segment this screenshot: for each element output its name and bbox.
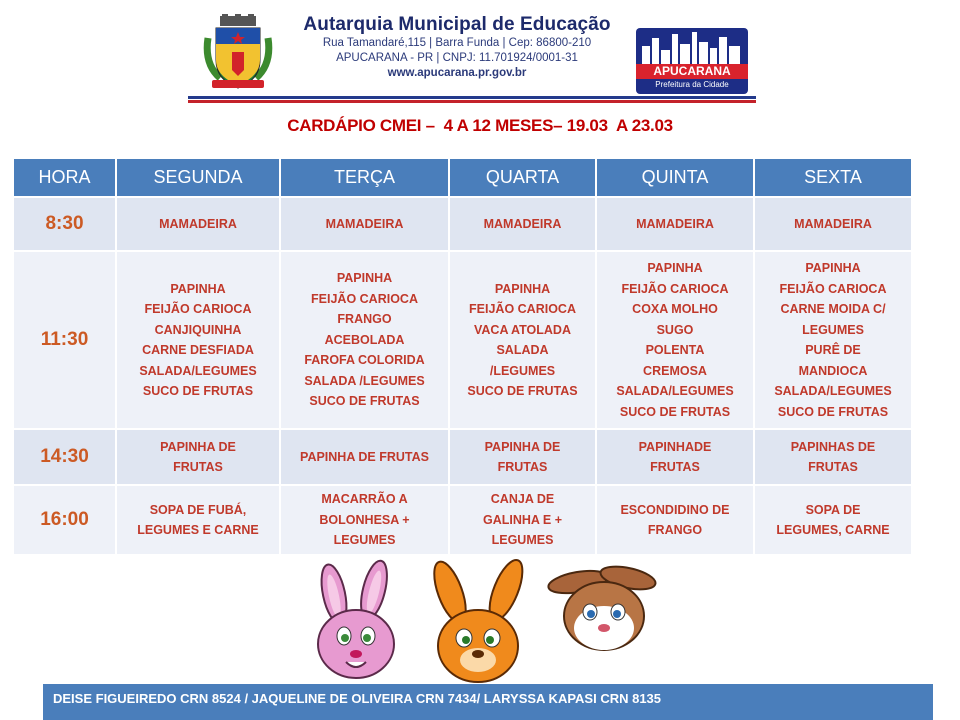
meal-item: PAPINHA (336, 271, 393, 286)
meal-cell (754, 197, 912, 251)
meal-item: ESCONDIDINO DE (620, 502, 730, 517)
meal-cell (596, 485, 754, 555)
table-row (13, 197, 912, 251)
institution-header (188, 10, 756, 104)
meal-item: SALADA (496, 343, 549, 357)
meal-item: SALADA /LEGUMES (304, 373, 425, 388)
meal-cell (116, 429, 280, 485)
meal-item: FRANGO (337, 312, 392, 327)
hour-cell: 11:30 (13, 251, 116, 429)
meal-item: MAMADEIRA (794, 216, 872, 231)
meal-item: CANJIQUINHA (154, 322, 242, 337)
meal-item: PAPINHA DE (160, 439, 236, 454)
meal-item: LEGUMES, CARNE (776, 523, 890, 537)
meal-item: MAMADEIRA (159, 216, 237, 231)
meal-cell (116, 485, 280, 555)
meal-item: CANJA DE (490, 492, 555, 507)
header-text-block (292, 14, 622, 81)
meal-item: FRUTAS (173, 460, 223, 474)
meal-item: PAPINHA (494, 281, 551, 296)
meal-item: FEIJÃO CARIOCA (311, 291, 418, 306)
column-header-terca: TERÇA (280, 158, 449, 197)
meal-item: MAMADEIRA (636, 216, 714, 231)
meal-item: SUCO DE FRUTAS (777, 404, 889, 419)
pink-bunny-icon (317, 558, 394, 678)
meal-item: SALADA/LEGUMES (616, 384, 734, 398)
meal-item: FRUTAS (497, 460, 548, 474)
column-header-hora: HORA (13, 158, 116, 197)
menu-title: CARDÁPIO CMEI – 4 A 12 MESES– 19.03 A 23.03 (287, 116, 673, 135)
meal-item: SUCO DE FRUTAS (142, 384, 254, 398)
meal-item: MANDIOCA (798, 363, 868, 378)
meal-item: LEGUMES (802, 322, 864, 337)
org-name: Autarquia Municipal de Educação (303, 14, 611, 35)
meal-item: PAPINHA DE (484, 439, 561, 454)
nutritionists-names: DEISE FIGUEIREDO CRN 8524 / JAQUELINE DE OLIVEIRA CRN 7434/ LARYSSA KAPASI CRN 8135 (53, 691, 662, 706)
meal-item: PAPINHA (647, 261, 703, 275)
meal-item: PURÊ DE (805, 343, 861, 357)
city-cnpj-line: APUCARANA - PR | CNPJ: 11.701924/0001-31 (336, 52, 578, 64)
city-logo-subtitle: Prefeitura da Cidade (655, 80, 729, 89)
meal-item: FRUTAS (808, 460, 858, 474)
meal-item: PAPINHA (805, 261, 861, 275)
hour-cell: 14:30 (13, 429, 116, 485)
meal-cell (449, 197, 596, 251)
meal-item: FEIJÃO CARIOCA (779, 281, 887, 296)
meal-item: FEIJÃO CARIOCA (469, 302, 576, 316)
meal-item: CARNE MOIDA C/ (780, 302, 886, 316)
brown-bunny-icon (547, 562, 658, 650)
meal-cell (116, 197, 280, 251)
meal-item: CREMOSA (643, 363, 707, 378)
meal-item: PAPINHAS DE (790, 439, 876, 454)
meal-item: FRUTAS (650, 460, 700, 474)
meal-cell (449, 251, 596, 429)
meal-item: SUCO DE FRUTAS (619, 404, 731, 419)
meal-cell (280, 429, 449, 485)
meal-cell (754, 485, 912, 555)
hour-cell: 16:00 (13, 485, 116, 555)
meal-cell (280, 251, 449, 429)
city-skyline-icon (636, 28, 748, 66)
table-header-row (13, 158, 912, 197)
meal-item: MACARRÃO A (321, 492, 408, 507)
meal-item: PAPINHA DE FRUTAS (300, 449, 429, 464)
header-divider-blue (188, 96, 756, 99)
meal-cell (596, 251, 754, 429)
meal-item: FEIJÃO CARIOCA (144, 302, 252, 316)
meal-item: CARNE DESFIADA (142, 343, 254, 357)
column-header-quarta: QUARTA (449, 158, 596, 197)
meal-item: SALADA/LEGUMES (139, 363, 257, 378)
meal-item: ACEBOLADA (324, 332, 405, 347)
orange-bunny-icon (428, 556, 529, 682)
meal-item: SUCO DE FRUTAS (309, 394, 420, 409)
table-row (13, 429, 912, 485)
meal-item: BOLONHESA + (319, 512, 410, 527)
meal-cell (596, 429, 754, 485)
meal-cell (596, 197, 754, 251)
meal-item: FEIJÃO CARIOCA (621, 281, 729, 296)
column-header-sexta: SEXTA (754, 158, 912, 197)
meal-item: PAPINHADE (638, 439, 712, 454)
meal-item: VACA ATOLADA (474, 322, 571, 337)
meal-item: FAROFA COLORIDA (304, 353, 425, 368)
nutritionists-footer (40, 684, 933, 720)
column-header-quinta: QUINTA (596, 158, 754, 197)
meal-item: SUGO (656, 322, 694, 337)
table-row (13, 251, 912, 429)
meal-item: SOPA DE (805, 502, 861, 517)
meal-cell (754, 251, 912, 429)
meal-item: SUCO DE FRUTAS (467, 384, 578, 398)
menu-table (12, 157, 913, 556)
city-logo (636, 28, 748, 94)
header-divider-red (188, 100, 756, 103)
meal-item: GALINHA E + (482, 512, 563, 527)
meal-item: MAMADEIRA (325, 216, 404, 231)
easter-bunnies-illustration (310, 556, 670, 688)
table-row (13, 485, 912, 555)
meal-item: FRANGO (647, 523, 703, 537)
hour-cell: 8:30 (13, 197, 116, 251)
meal-cell (116, 251, 280, 429)
meal-item: MAMADEIRA (483, 216, 562, 231)
meal-item: SALADA/LEGUMES (774, 384, 892, 398)
meal-item: LEGUMES (491, 533, 554, 548)
city-logo-name: APUCARANA (636, 64, 748, 79)
meal-item: POLENTA (645, 343, 705, 357)
address-line: Rua Tamandaré,115 | Barra Funda | Cep: 86800-210 (322, 37, 592, 49)
website-link[interactable]: www.apucarana.pr.gov.br (387, 67, 527, 79)
meal-item: /LEGUMES (489, 363, 556, 378)
meal-item: SOPA DE FUBÁ, (149, 502, 247, 517)
meal-cell (754, 429, 912, 485)
column-header-segunda: SEGUNDA (116, 158, 280, 197)
city-crest-icon (202, 14, 274, 92)
meal-item: COXA MOLHO (632, 302, 718, 316)
meal-cell (280, 197, 449, 251)
meal-item: PAPINHA (170, 281, 226, 296)
meal-cell (449, 429, 596, 485)
meal-item: LEGUMES (333, 533, 396, 548)
meal-item: LEGUMES E CARNE (137, 523, 259, 537)
meal-cell (449, 485, 596, 555)
meal-cell (280, 485, 449, 555)
